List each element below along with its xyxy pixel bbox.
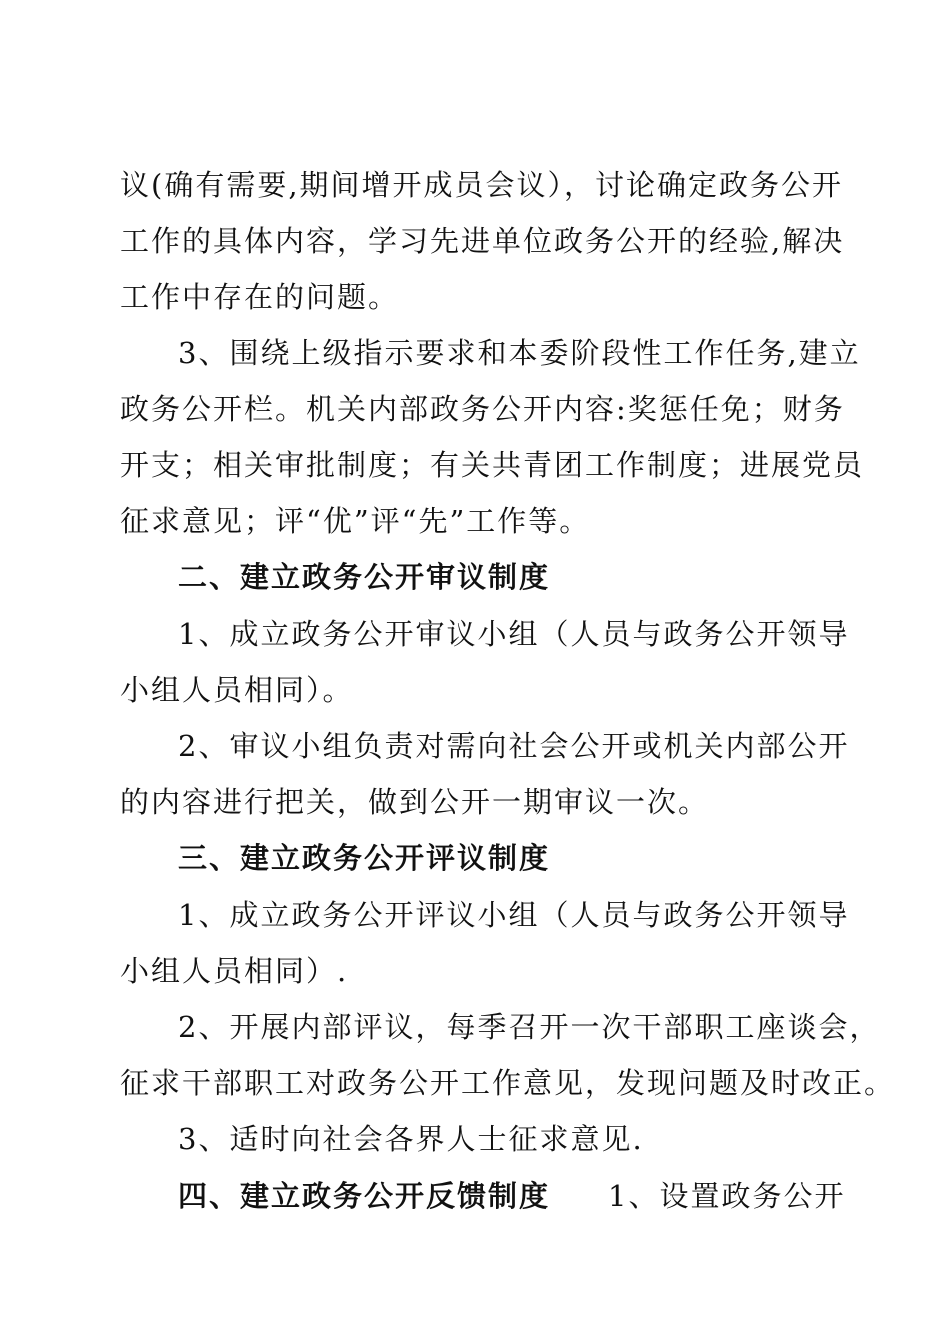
paragraph-line-7: 征求意见；评“优”评“先”工作等。: [120, 504, 591, 538]
paragraph-line-8: 1、成立政务公开审议小组（人员与政务公开领导: [178, 617, 850, 651]
section-4-item-1-start: 1、设置政务公开: [608, 1179, 846, 1213]
paragraph-line-3: 工作中存在的问题。: [120, 280, 400, 314]
paragraph-line-15: 征求干部职工对政务公开工作意见，发现问题及时改正。: [120, 1066, 896, 1100]
paragraph-line-9: 小组人员相同）。: [120, 673, 354, 707]
section-heading-4: 四、建立政务公开反馈制度: [178, 1179, 551, 1213]
section-heading-3: 三、建立政务公开评议制度: [178, 841, 551, 875]
section-heading-4-line: [178, 1176, 845, 1216]
paragraph-line-4: 3、围绕上级指示要求和本委阶段性工作任务,建立: [178, 336, 861, 370]
paragraph-line-6: 开支；相关审批制度；有关共青团工作制度；进展党员: [120, 448, 865, 482]
paragraph-line-1: 议(确有需要,期间增开成员会议），讨论确定政务公开: [120, 168, 844, 202]
paragraph-line-16: 3、适时向社会各界人士征求意见.: [178, 1122, 644, 1156]
paragraph-line-2: 工作的具体内容，学习先进单位政务公开的经验,解决: [120, 224, 845, 258]
paragraph-line-11: 的内容进行把关，做到公开一期审议一次。: [120, 785, 710, 819]
paragraph-line-13: 小组人员相同）.: [120, 954, 349, 988]
paragraph-line-12: 1、成立政务公开评议小组（人员与政务公开领导: [178, 898, 850, 932]
paragraph-line-10: 2、审议小组负责对需向社会公开或机关内部公开: [178, 729, 850, 763]
paragraph-line-5: 政务公开栏。机关内部政务公开内容:奖惩任免；财务: [120, 392, 845, 426]
section-heading-2: 二、建立政务公开审议制度: [178, 560, 551, 594]
paragraph-line-14: 2、开展内部评议，每季召开一次干部职工座谈会，: [178, 1010, 881, 1044]
